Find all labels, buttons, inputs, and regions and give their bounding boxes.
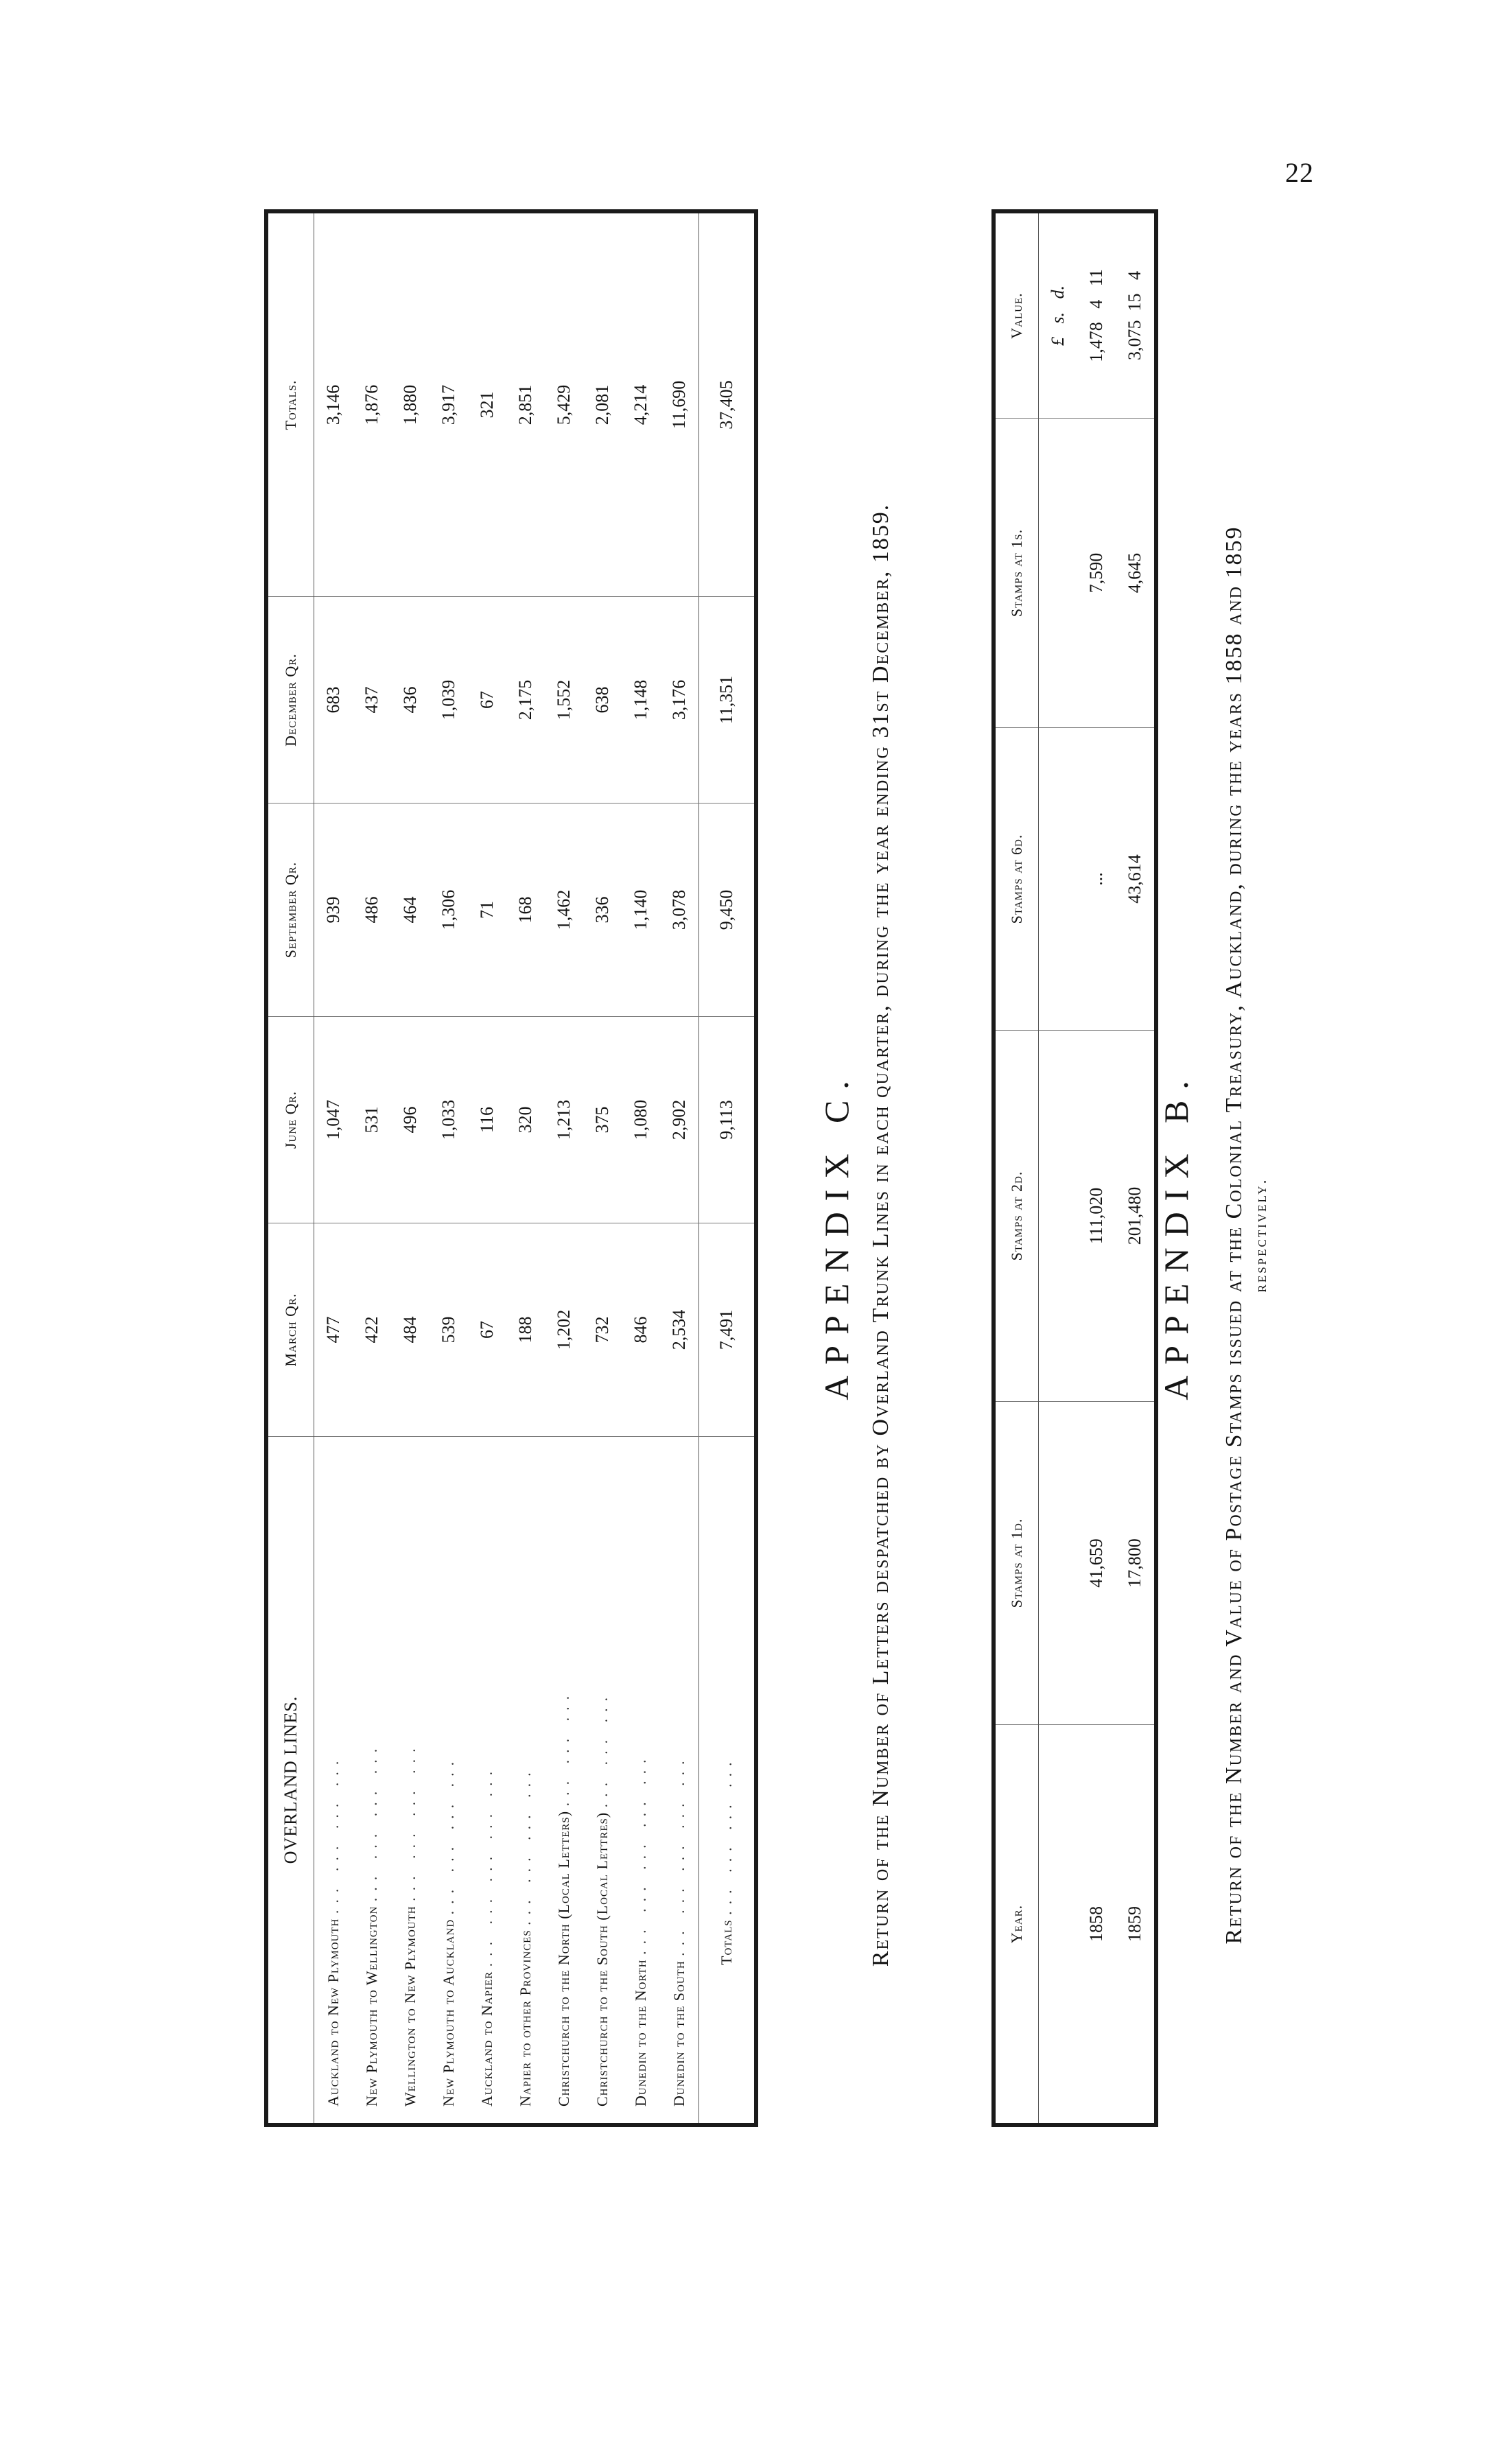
december-cell: 436 — [391, 597, 430, 803]
header-june: June Qr. — [266, 1017, 314, 1223]
appendix-c-table — [264, 209, 758, 2127]
total-cell: 3,146 — [314, 211, 353, 597]
stamps-1d-cell: 17,800 — [1116, 1402, 1156, 1725]
total-cell: 1,876 — [353, 211, 391, 597]
september-cell: 939 — [314, 803, 353, 1017]
leader-dots: ... ... ... ... — [325, 1754, 342, 1914]
march-cell: 539 — [430, 1223, 468, 1437]
appendix-b-caption-sub: respectively. — [1252, 1177, 1270, 1293]
june-total: 9,113 — [699, 1017, 757, 1223]
leader-dots: ... ... ... — [555, 1689, 572, 1807]
december-cell: 1,148 — [622, 597, 660, 803]
line-label: Dunedin to the South — [670, 1960, 688, 2107]
stamps-2d-cell: 201,480 — [1116, 1031, 1156, 1402]
september-cell: 464 — [391, 803, 430, 1017]
table-row — [1077, 211, 1116, 2125]
total-cell: 2,081 — [583, 211, 622, 597]
leader-dots: ... ... ... ... — [440, 1755, 457, 1915]
march-cell: 188 — [506, 1223, 545, 1437]
total-cell: 3,917 — [430, 211, 468, 597]
rotated-content — [199, 269, 1491, 2196]
leader-dots: ... ... ... ... — [363, 1741, 380, 1902]
december-cell: 67 — [468, 597, 506, 803]
year-cell: 1858 — [1086, 1906, 1106, 1942]
value-cell: 1,478 4 11 — [1077, 211, 1116, 419]
table-row — [660, 211, 699, 2125]
total-cell: 2,851 — [506, 211, 545, 597]
stamps-1s-cell: 4,645 — [1116, 419, 1156, 728]
june-cell: 496 — [391, 1017, 430, 1223]
header-totals: Totals. — [266, 211, 314, 597]
december-cell: 2,175 — [506, 597, 545, 803]
march-total: 7,491 — [699, 1223, 757, 1437]
june-cell: 1,080 — [622, 1017, 660, 1223]
grand-total: 37,405 — [699, 211, 757, 597]
leader-dots: ... ... ... ... ... — [670, 1754, 688, 1956]
header-stamps-1d: Stamps at 1d. — [994, 1402, 1039, 1725]
september-cell: 71 — [468, 803, 506, 1017]
header-december: December Qr. — [266, 597, 314, 803]
june-cell: 1,047 — [314, 1017, 353, 1223]
september-cell: 168 — [506, 803, 545, 1017]
march-cell: 422 — [353, 1223, 391, 1437]
line-label: Christchurch to the North (Local Letters) — [555, 1810, 572, 2107]
totals-row — [699, 211, 757, 2125]
table-row — [468, 211, 506, 2125]
header-stamps-1s: Stamps at 1s. — [994, 419, 1039, 728]
leader-dots: ... ... ... ... — [517, 1765, 534, 1925]
table-row — [583, 211, 622, 2125]
march-cell: 732 — [583, 1223, 622, 1437]
december-cell: 1,552 — [545, 597, 583, 803]
header-stamps-6d: Stamps at 6d. — [994, 728, 1039, 1031]
december-total: 11,351 — [699, 597, 757, 803]
stamps-1s-cell: 7,590 — [1077, 419, 1116, 728]
total-cell: 321 — [468, 211, 506, 597]
appendix-c-header-row — [266, 211, 314, 2125]
line-label: New Plymouth to Auckland — [440, 1919, 457, 2107]
march-cell: 1,202 — [545, 1223, 583, 1437]
appendix-b-header-row — [994, 211, 1039, 2125]
total-cell: 11,690 — [660, 211, 699, 597]
march-cell: 846 — [622, 1223, 660, 1437]
december-cell: 683 — [314, 597, 353, 803]
september-cell: 3,078 — [660, 803, 699, 1017]
page-number: 22 — [1285, 157, 1314, 188]
table-row — [430, 211, 468, 2125]
table-row — [506, 211, 545, 2125]
value-units: £ s. d. — [1039, 211, 1078, 419]
table-row — [1116, 211, 1156, 2125]
june-cell: 1,033 — [430, 1017, 468, 1223]
march-cell: 2,534 — [660, 1223, 699, 1437]
june-cell: 320 — [506, 1017, 545, 1223]
total-cell: 1,880 — [391, 211, 430, 597]
line-label: New Plymouth to Wellington — [363, 1905, 380, 2107]
table-row — [545, 211, 583, 2125]
header-year: Year. — [994, 1725, 1039, 2126]
leader-dots: ... ... ... ... — [401, 1741, 419, 1901]
march-cell: 67 — [468, 1223, 506, 1437]
appendix-c-title: APPENDIX C. — [817, 1070, 856, 1400]
stamps-6d-cell: ... — [1077, 728, 1116, 1031]
stamps-2d-cell: 111,020 — [1077, 1031, 1116, 1402]
leader-dots: ... ... ... ... — [718, 1755, 735, 1915]
march-cell: 477 — [314, 1223, 353, 1437]
appendix-b-title: APPENDIX B. — [1157, 1070, 1195, 1400]
december-cell: 437 — [353, 597, 391, 803]
march-cell: 484 — [391, 1223, 430, 1437]
table-row — [622, 211, 660, 2125]
leader-dots: ... ... ... — [594, 1690, 611, 1808]
stamps-6d-cell: 43,614 — [1116, 728, 1156, 1031]
table-row — [353, 211, 391, 2125]
line-label: Auckland to Napier — [478, 1971, 495, 2107]
header-overland-lines: OVERLAND LINES. — [266, 1437, 314, 2126]
june-cell: 2,902 — [660, 1017, 699, 1223]
total-cell: 4,214 — [622, 211, 660, 597]
line-label: Napier to other Provinces — [517, 1929, 534, 2107]
value-cell: 3,075 15 4 — [1116, 211, 1156, 419]
header-stamps-2d: Stamps at 2d. — [994, 1031, 1039, 1402]
total-cell: 5,429 — [545, 211, 583, 597]
december-cell: 1,039 — [430, 597, 468, 803]
june-cell: 1,213 — [545, 1017, 583, 1223]
december-cell: 3,176 — [660, 597, 699, 803]
year-cell: 1859 — [1125, 1906, 1144, 1942]
june-cell: 375 — [583, 1017, 622, 1223]
june-cell: 116 — [468, 1017, 506, 1223]
totals-label: Totals — [718, 1919, 735, 1965]
appendix-c-caption: Return of the Number of Letters despatched by Overland Trunk Lines in each quarter, during the year ending 31st December, 1859. — [868, 503, 893, 1967]
header-march: March Qr. — [266, 1223, 314, 1437]
september-cell: 1,462 — [545, 803, 583, 1017]
leader-dots: ... ... ... ... ... — [632, 1752, 649, 1955]
line-label: Auckland to New Plymouth — [325, 1918, 342, 2107]
appendix-b-table — [991, 209, 1158, 2127]
line-label: Wellington to New Plymouth — [401, 1905, 419, 2107]
line-label: Christchurch to the South (Local Lettres) — [594, 1811, 611, 2107]
line-label: Dunedin to the North — [632, 1959, 649, 2107]
june-cell: 531 — [353, 1017, 391, 1223]
appendix-b-units-row — [1039, 211, 1078, 2125]
header-september: September Qr. — [266, 803, 314, 1017]
leader-dots: ... ... ... ... ... — [478, 1764, 495, 1967]
stamps-1d-cell: 41,659 — [1077, 1402, 1116, 1725]
september-cell: 1,306 — [430, 803, 468, 1017]
table-row — [391, 211, 430, 2125]
table-row — [314, 211, 353, 2125]
september-cell: 336 — [583, 803, 622, 1017]
header-value: Value. — [994, 211, 1039, 419]
september-cell: 486 — [353, 803, 391, 1017]
appendix-b-caption: Return of the Number and Value of Postage Stamps issued at the Colonial Treasury, Auckland, during the years 1858 and 1859 — [1221, 526, 1247, 1945]
september-cell: 1,140 — [622, 803, 660, 1017]
december-cell: 638 — [583, 597, 622, 803]
september-total: 9,450 — [699, 803, 757, 1017]
